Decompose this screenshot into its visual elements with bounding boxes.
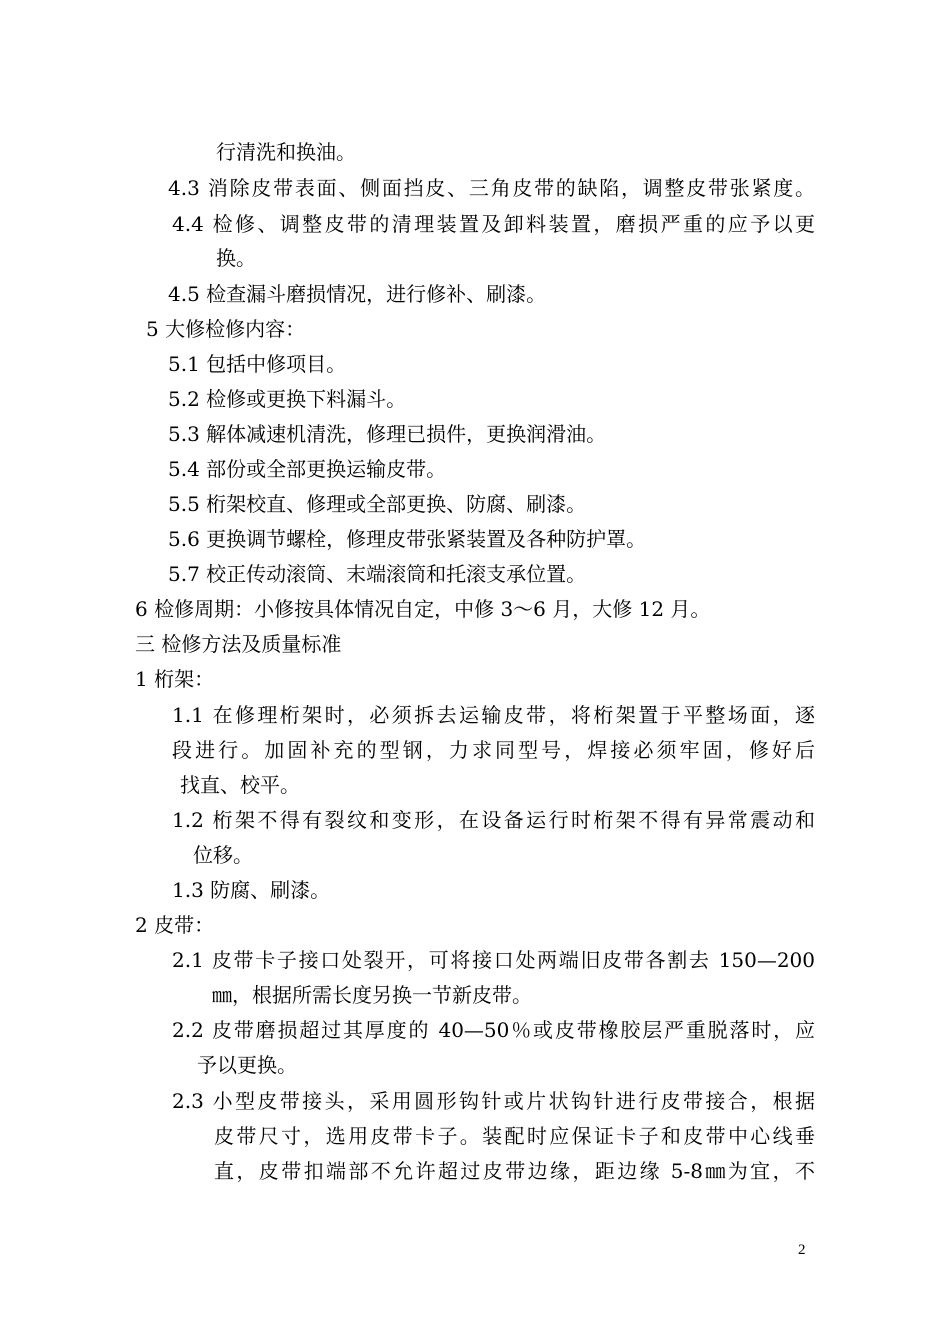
text-line: 5.2 检修或更换下料漏斗。	[168, 387, 407, 411]
text-line: ㎜，根据所需长度另换一节新皮带。	[212, 983, 532, 1007]
text-line: 4.4 检修、调整皮带的清理装置及卸料装置，磨损严重的应予以更	[172, 212, 815, 236]
text-line: 5.6 更换调节螺栓，修理皮带张紧装置及各种防护罩。	[168, 527, 647, 551]
text-line: 5.4 部份或全部更换运输皮带。	[168, 457, 447, 481]
section-heading: 5 大修检修内容：	[146, 317, 306, 341]
text-line: 换。	[216, 246, 256, 270]
text-line: 直，皮带扣端部不允许超过皮带边缘，距边缘 5-8㎜为宜，不	[214, 1159, 815, 1183]
text-line: 4.5 检查漏斗磨损情况，进行修补、刷漆。	[168, 282, 547, 306]
text-line: 位移。	[193, 843, 253, 867]
text-line: 1.2 桁架不得有裂纹和变形，在设备运行时桁架不得有异常震动和	[172, 808, 815, 832]
text-line: 1.1 在修理桁架时，必须拆去运输皮带，将桁架置于平整场面，逐	[172, 703, 815, 727]
text-line: 5.7 校正传动滚筒、末端滚筒和托滚支承位置。	[168, 562, 587, 586]
text-line: 2.3 小型皮带接头，采用圆形钩针或片状钩针进行皮带接合，根据	[172, 1089, 815, 1113]
text-line: 皮带尺寸，选用皮带卡子。装配时应保证卡子和皮带中心线垂	[214, 1124, 815, 1148]
text-line: 5.3 解体减速机清洗，修理已损件，更换润滑油。	[168, 422, 607, 446]
chapter-heading: 三 检修方法及质量标准	[135, 632, 342, 656]
section-heading: 6 检修周期：小修按具体情况自定，中修 3～6 月，大修 12 月。	[135, 597, 711, 621]
page-number: 2	[798, 1242, 806, 1258]
text-line: 予以更换。	[197, 1053, 297, 1077]
text-line: 5.1 包括中修项目。	[168, 352, 347, 376]
text-line: 2.1 皮带卡子接口处裂开，可将接口处两端旧皮带各割去 150—200	[172, 948, 815, 972]
section-heading: 2 皮带：	[135, 913, 215, 937]
text-line: 行清洗和换油。	[216, 140, 356, 164]
text-line: 找直、校平。	[180, 773, 300, 797]
text-line: 1.3 防腐、刷漆。	[172, 878, 331, 902]
text-line: 5.5 桁架校直、修理或全部更换、防腐、刷漆。	[168, 492, 587, 516]
text-line: 4.3 消除皮带表面、侧面挡皮、三角皮带的缺陷，调整皮带张紧度。	[168, 176, 815, 200]
text-line: 2.2 皮带磨损超过其厚度的 40—50％或皮带橡胶层严重脱落时，应	[172, 1018, 815, 1042]
text-line: 段进行。加固补充的型钢，力求同型号，焊接必须牢固，修好后	[172, 738, 815, 762]
section-heading: 1 桁架：	[135, 667, 215, 691]
